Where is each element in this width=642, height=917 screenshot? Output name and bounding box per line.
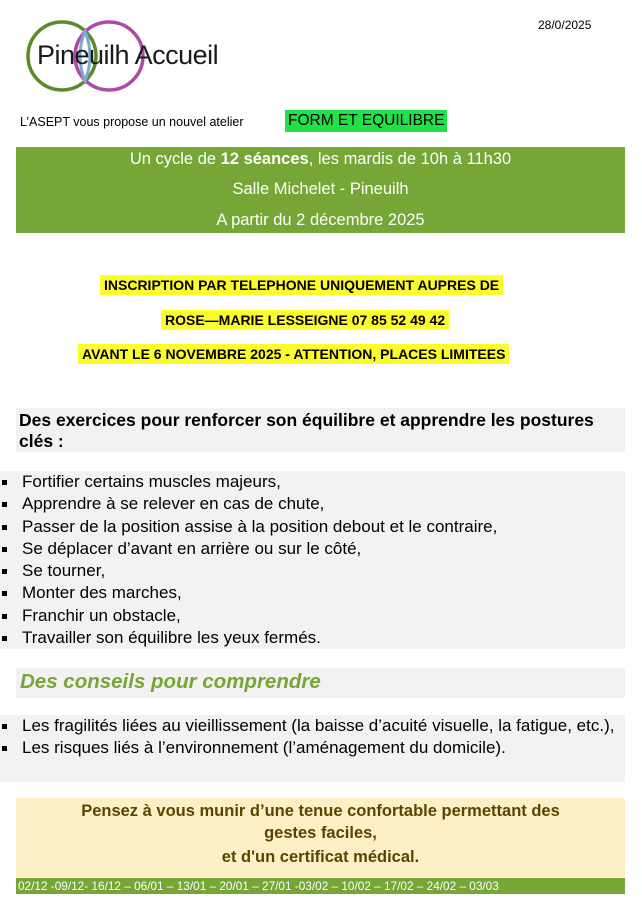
list-item: Se déplacer d’avant en arrière ou sur le côté,: [0, 538, 625, 560]
registration-deadline: AVANT LE 6 NOVEMBRE 2025 - ATTENTION, PLACES LIMITEES: [78, 344, 509, 364]
session-dates: 02/12 -09/12- 16/12 – 06/01 – 13/01 – 20/01 – 27/01 -03/02 – 10/02 – 17/02 – 24/02 – 03/03: [18, 879, 499, 893]
logo-text: Pineuilh Accueil: [37, 40, 219, 70]
notice-line-1: Pensez à vous munir d’une tenue confortable permettant des: [81, 802, 560, 820]
registration-contact: ROSE—MARIE LESSEIGNE 07 85 52 49 42: [161, 310, 449, 330]
notice-line-2: gestes faciles,: [264, 824, 377, 842]
advice-heading-box: [16, 668, 625, 698]
list-item: Passer de la position assise à la position debout et le contraire,: [0, 516, 625, 538]
advice-heading: Des conseils pour comprendre: [20, 670, 321, 693]
session-location: Salle Michelet - Pineuilh: [232, 180, 409, 198]
list-item: Monter des marches,: [0, 582, 625, 604]
pineuilh-accueil-logo: [24, 20, 264, 96]
list-item: Les fragilités liées au vieillissement (la baisse d’acuité visuelle, la fatigue, etc.),: [0, 715, 625, 737]
session-schedule-line: Un cycle de 12 séances, les mardis de 10h à 11h30: [129, 150, 512, 168]
list-item: Fortifier certains muscles majeurs,: [0, 471, 625, 493]
notice-line-3: et d'un certificat médical.: [221, 848, 420, 866]
list-item: Les risques liés à l’environnement (l’aménagement du domicile).: [0, 737, 625, 759]
list-item: Franchir un obstacle,: [0, 605, 625, 627]
session-start-date: A partir du 2 décembre 2025: [216, 211, 425, 229]
exercises-heading-box: [16, 408, 625, 452]
list-item: Se tourner,: [0, 560, 625, 582]
exercises-list: [0, 471, 625, 649]
equipment-notice: [16, 798, 625, 877]
advice-list-box: [0, 715, 625, 782]
intro-text: L’ASEPT vous propose un nouvel atelier: [20, 115, 244, 129]
registration-line-1: INSCRIPTION PAR TELEPHONE UNIQUEMENT AUPRES DE: [100, 275, 503, 295]
session-info-band: [16, 147, 625, 233]
advice-list: [0, 715, 625, 760]
exercises-heading: Des exercices pour renforcer son équilibre et apprendre les postures clés :: [19, 410, 594, 451]
list-item: Apprendre à se relever en cas de chute,: [0, 493, 625, 515]
session-dates-bar: [16, 878, 625, 894]
document-date: 28/0/2025: [538, 18, 592, 32]
exercises-list-box: [0, 471, 625, 649]
atelier-name-highlight: FORM ET EQUILIBRE: [285, 110, 447, 132]
session-count: 12 séances: [220, 150, 309, 168]
list-item: Travailler son équilibre les yeux fermés.: [0, 627, 625, 649]
